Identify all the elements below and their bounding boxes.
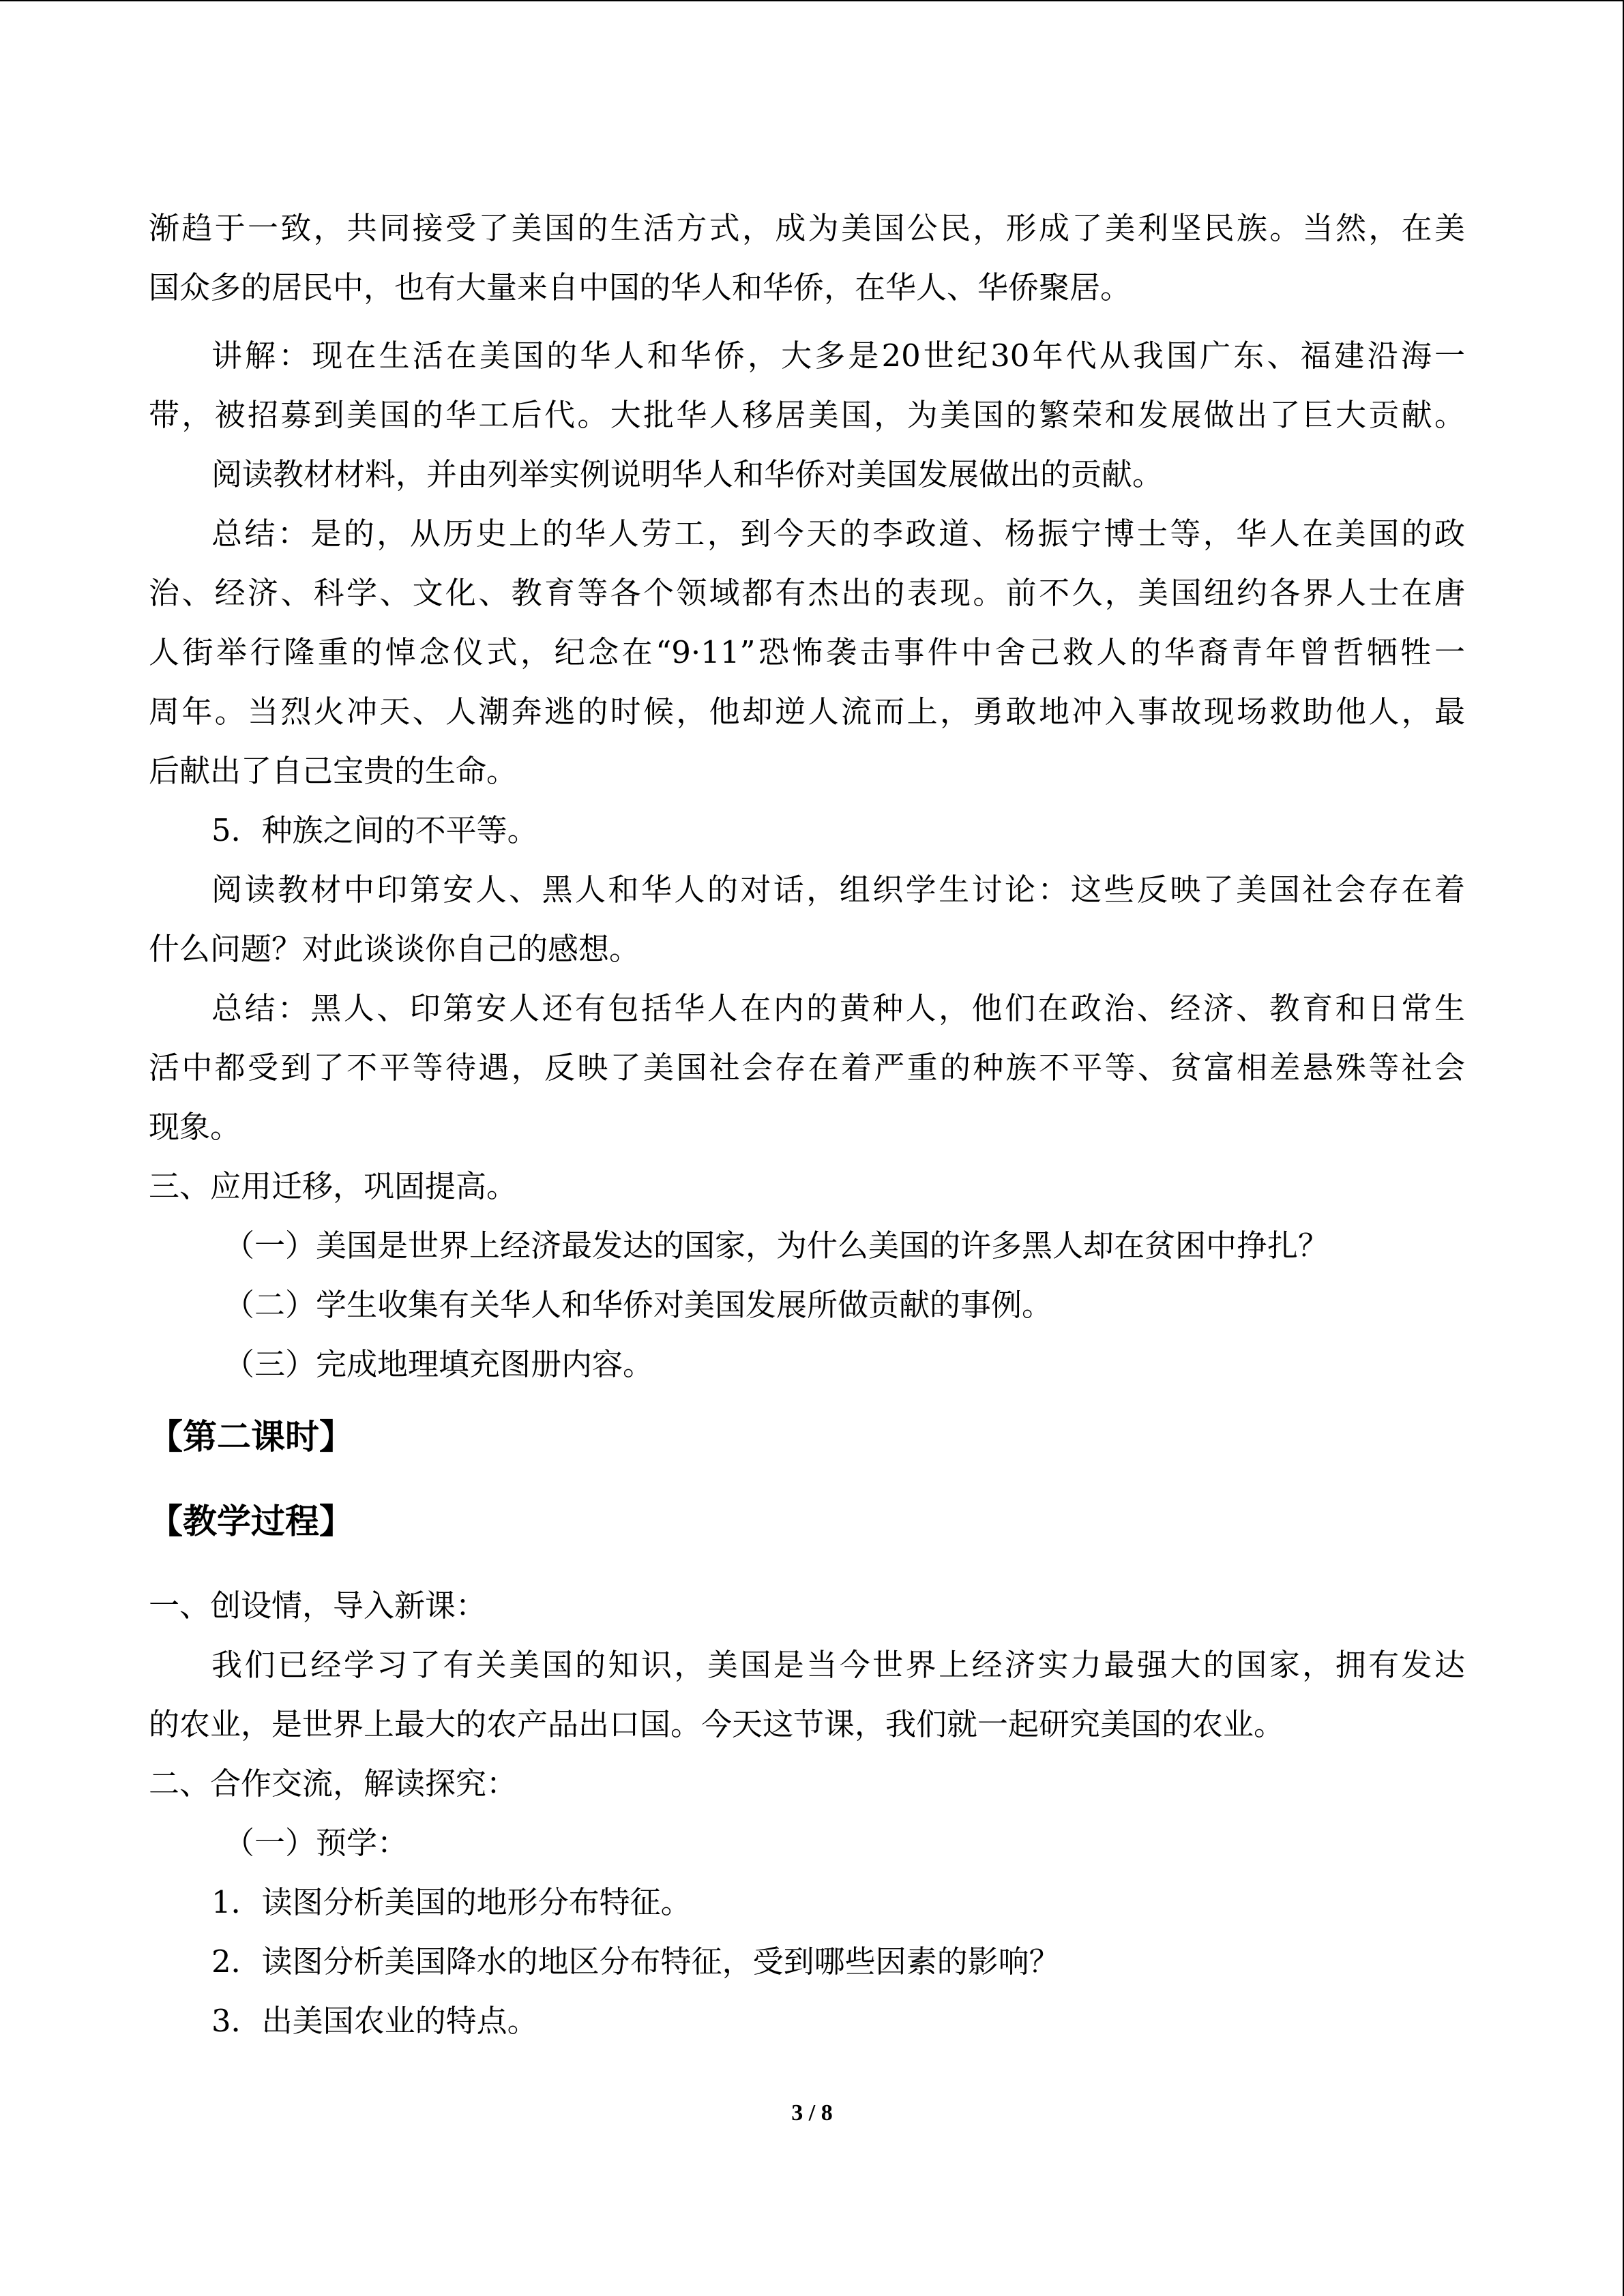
list-item: （三）完成地理填充图册内容。 <box>224 1346 654 1382</box>
paragraph-line: 什么问题？对此谈谈你自己的感想。 <box>149 931 640 967</box>
paragraph-line: 治、经济、科学、文化、教育等各个领域都有杰出的表现。前不久，美国纽约各界人士在唐 <box>149 575 1465 611</box>
paragraph-line: 我们已经学习了有关美国的知识，美国是当今世界上经济实力最强大的国家，拥有发达 <box>211 1647 1465 1683</box>
list-item: 2．读图分析美国降水的地区分布特征，受到哪些因素的影响？ <box>211 1943 1060 1980</box>
lesson-heading: 【第二课时】 <box>149 1417 353 1457</box>
paragraph-line: 活中都受到了不平等待遇，反映了美国社会存在着严重的种族不平等、贫富相差悬殊等社会 <box>149 1049 1465 1086</box>
paragraph-line: 带，被招募到美国的华工后代。大批华人移居美国，为美国的繁荣和发展做出了巨大贡献。 <box>149 397 1465 433</box>
paragraph-line: 总结：黑人、印第安人还有包括华人在内的黄种人，他们在政治、经济、教育和日常生 <box>211 990 1465 1026</box>
section-item: 5．种族之间的不平等。 <box>211 812 538 848</box>
paragraph-line: 周年。当烈火冲天、人潮奔逃的时候，他却逆人流而上，勇敢地冲入事故现场救助他人，最 <box>149 694 1465 730</box>
list-item: （二）学生收集有关华人和华侨对美国发展所做贡献的事例。 <box>224 1287 1053 1323</box>
paragraph-line: 阅读教材材料，并由列举实例说明华人和华侨对美国发展做出的贡献。 <box>211 456 1164 492</box>
paragraph-line: 总结：是的，从历史上的华人劳工，到今天的李政道、杨振宁博士等，华人在美国的政 <box>211 516 1465 552</box>
paragraph-line: 渐趋于一致，共同接受了美国的生活方式，成为美国公民，形成了美利坚民族。当然，在美 <box>149 210 1465 246</box>
paragraph-line: 阅读教材中印第安人、黑人和华人的对话，组织学生讨论：这些反映了美国社会存在着 <box>211 871 1465 908</box>
paragraph-line: 人街举行隆重的悼念仪式，纪念在“9·11”恐怖袭击事件中舍己救人的华裔青年曾哲牺牲一 <box>149 634 1465 670</box>
subsection-heading: （一）预学： <box>224 1825 409 1861</box>
paragraph-line: 讲解：现在生活在美国的华人和华侨，大多是20世纪30年代从我国广东、福建沿海一 <box>211 338 1465 374</box>
process-heading: 【教学过程】 <box>149 1502 353 1541</box>
paragraph-line: 现象。 <box>149 1109 241 1145</box>
section-heading: 三、应用迁移，巩固提高。 <box>149 1168 518 1204</box>
list-item: （一）美国是世界上经济最发达的国家，为什么美国的许多黑人却在贫困中挣扎？ <box>224 1227 1329 1264</box>
list-item: 3．出美国农业的特点。 <box>211 2003 538 2039</box>
paragraph-line: 国众多的居民中，也有大量来自中国的华人和华侨，在华人、华侨聚居。 <box>149 269 1132 305</box>
list-item: 1．读图分析美国的地形分布特征。 <box>211 1884 692 1920</box>
paragraph-line: 后献出了自己宝贵的生命。 <box>149 753 518 789</box>
page-number: 3 / 8 <box>791 2100 833 2126</box>
section-heading: 一、创设情，导入新课： <box>149 1587 487 1624</box>
paragraph-line: 的农业，是世界上最大的农产品出口国。今天这节课，我们就一起研究美国的农业。 <box>149 1706 1285 1742</box>
section-heading: 二、合作交流，解读探究： <box>149 1765 518 1802</box>
